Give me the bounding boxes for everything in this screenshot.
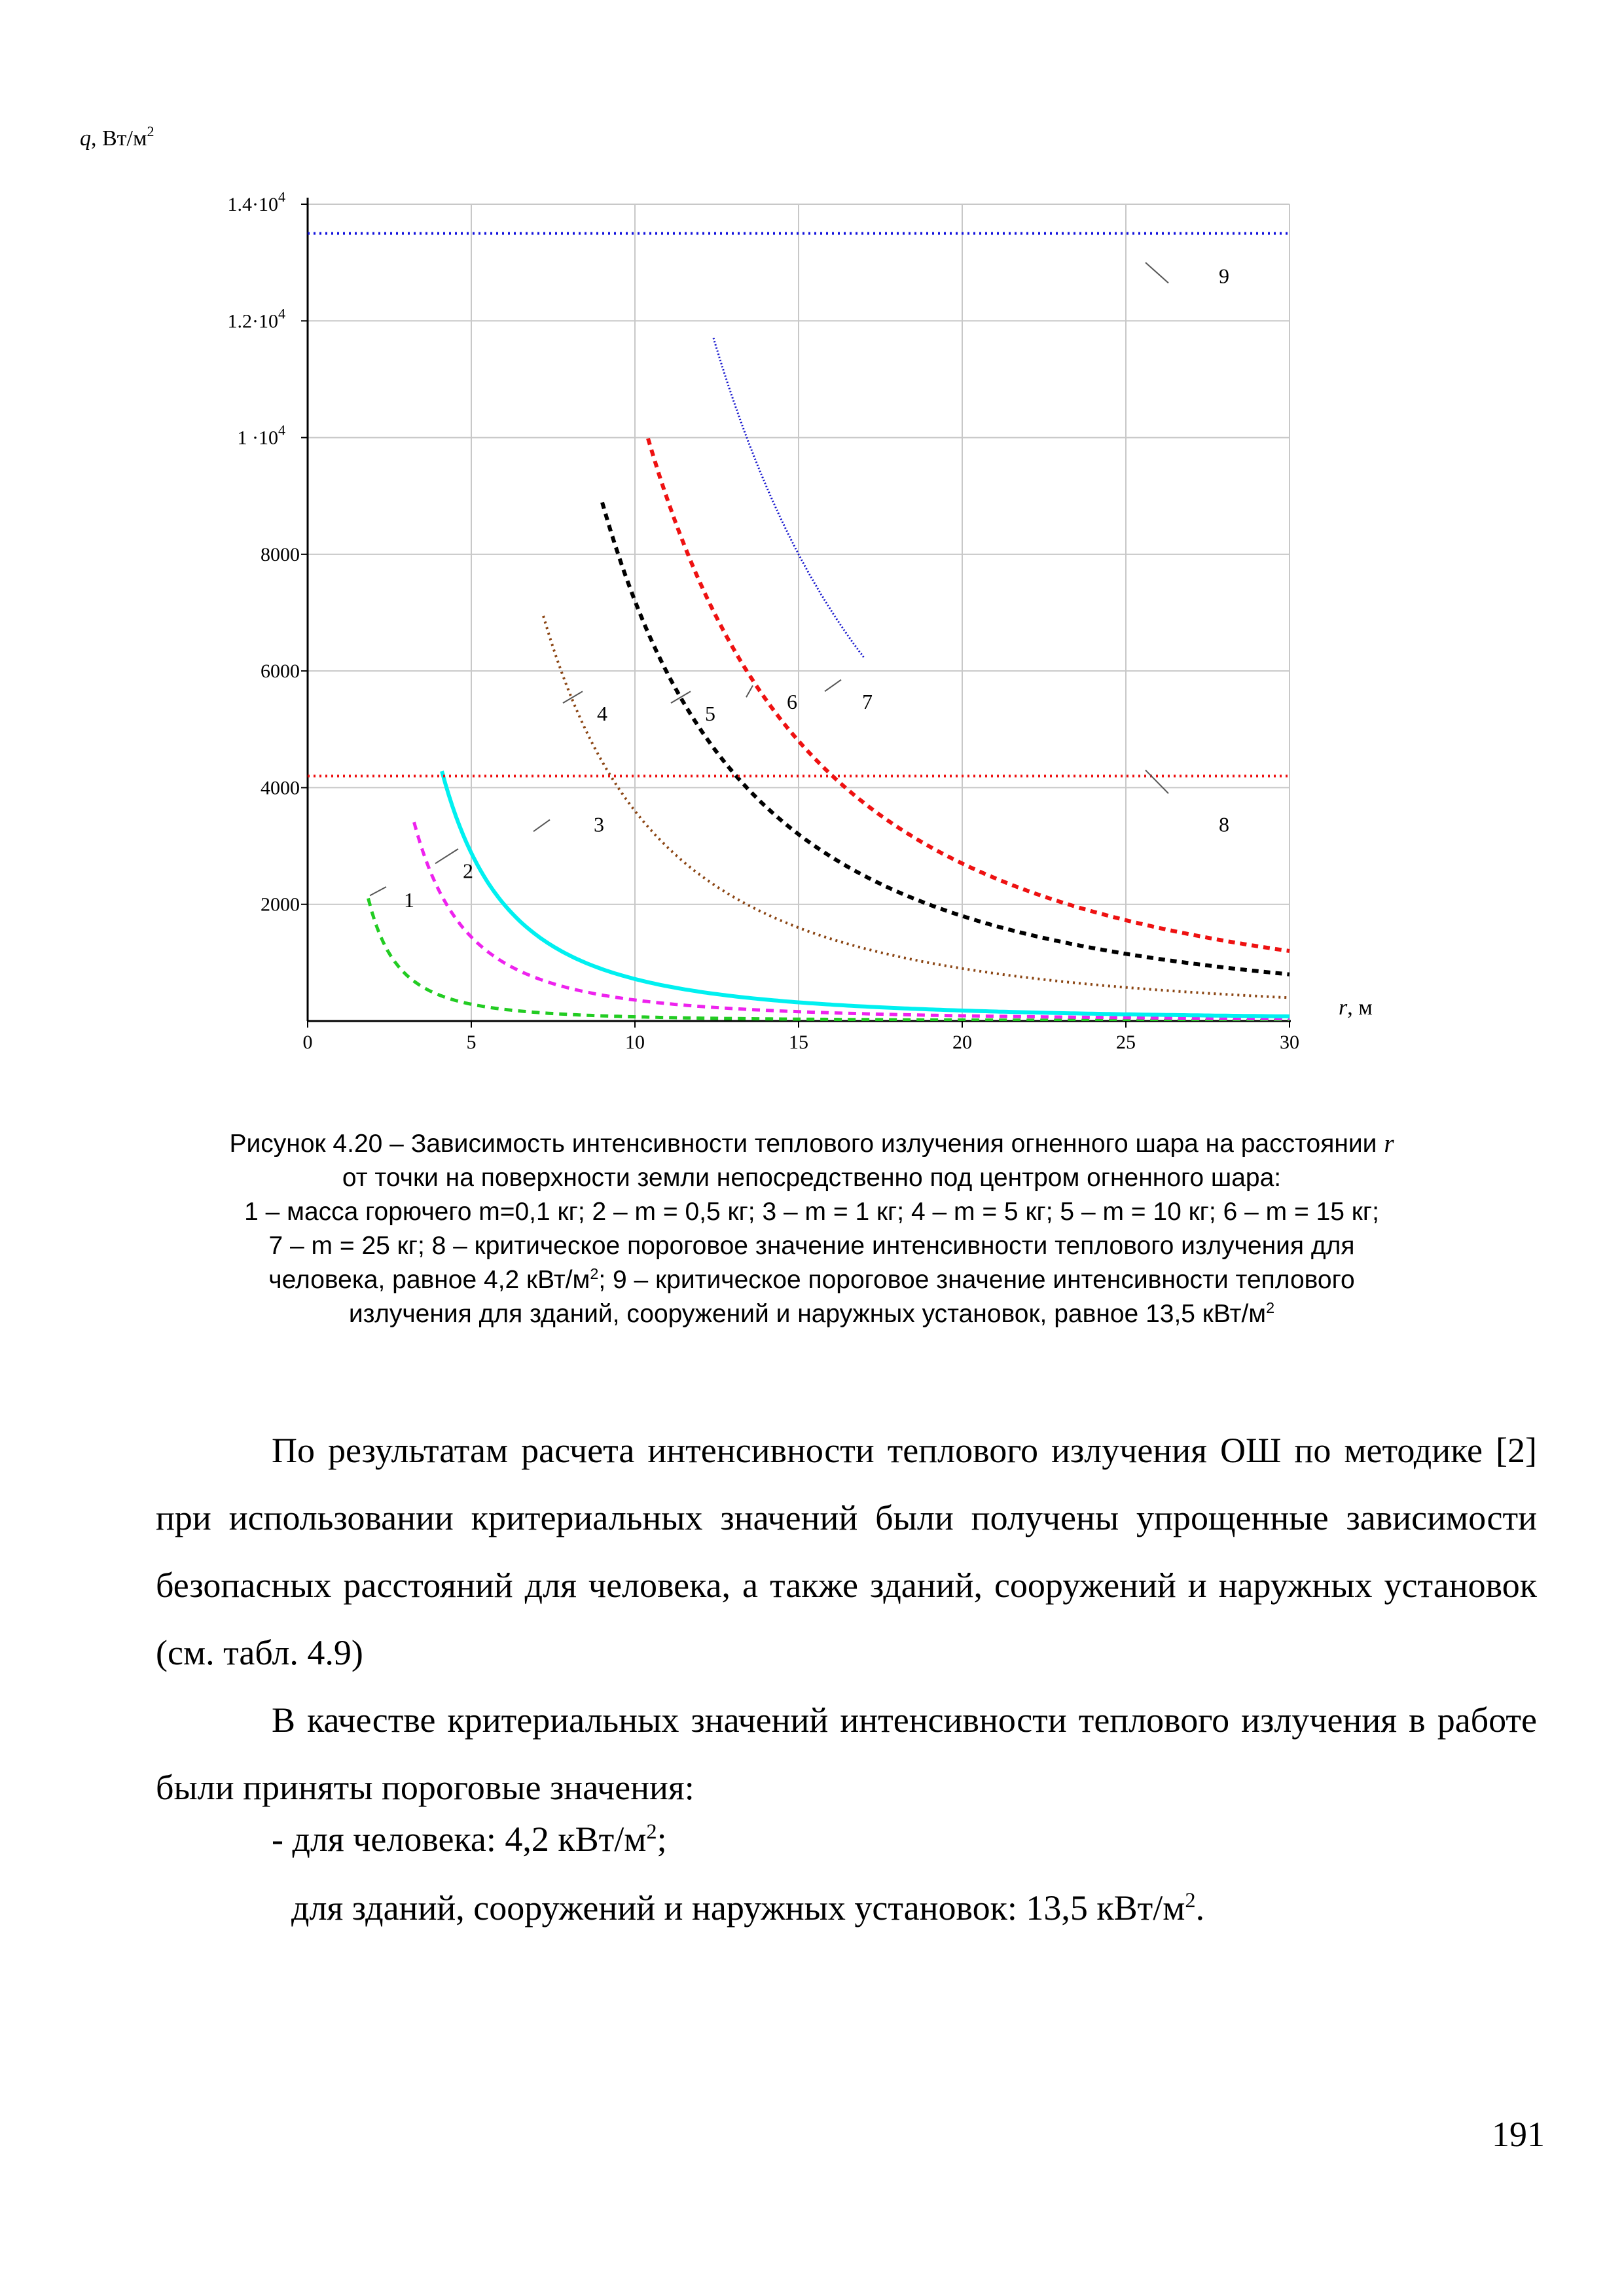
series-curve-6 [648, 439, 1290, 951]
label-leader-1 [370, 887, 386, 895]
y-axis-title-unit: , Вт/м [91, 126, 147, 151]
curve-label-2: 2 [463, 859, 473, 883]
caption-line-1: Рисунок 4.20 – Зависимость интенсивности теплового излучения огненного шара на расстоянии r [229, 1130, 1394, 1158]
body-paragraph-1: По результатам расчета интенсивности теплового излучения ОШ по методике [2] при использовании критериальных значений были получены упрощенные зависимости безопасных расстояний для человека, а также зданий, сооружений и наружных установок (см. табл. 4.9) [156, 1431, 1537, 1672]
y-tick-label-12000: $1.2\cdot 10^4$ [227, 305, 285, 332]
caption-line-6: излучения для зданий, сооружений и наружных установок, равное 13,5 кВт/$м^2$ [348, 1299, 1275, 1328]
label-leader-2 [435, 849, 458, 863]
y-tick-label-4000: 4000 [261, 777, 300, 799]
list-item-human: - для человека: 4,2 кВт/$м^2$; [272, 1820, 667, 1859]
figure-caption [157, 1127, 1466, 1331]
x-tick-label-15: 15 [789, 1031, 808, 1053]
x-axis-title-unit: , м [1347, 996, 1373, 1020]
label-leader-7 [825, 680, 841, 692]
series-curve-2 [414, 822, 1290, 1018]
series-curve-3 [442, 771, 1290, 1016]
curve-label-1: 1 [404, 888, 414, 912]
curve-label-7: 7 [862, 690, 873, 714]
series-curve-4 [543, 616, 1290, 997]
y-tick-label-14000: $1.4\cdot 10^4$ [227, 188, 285, 215]
heat-radiation-chart [0, 0, 1624, 1113]
curve-label-8: 8 [1219, 812, 1229, 836]
curve-label-9: 9 [1219, 264, 1229, 288]
label-leader-9 [1146, 262, 1168, 283]
series-curve-5 [602, 503, 1290, 975]
y-axis-title [80, 123, 154, 151]
series-curve-7 [713, 338, 864, 657]
chart-curve-labels [370, 262, 1229, 912]
label-leader-8 [1146, 770, 1168, 794]
caption-line-4: 7 – m = 25 кг; 8 – критическое пороговое значение интенсивности теплового излучения для [268, 1232, 1355, 1260]
curve-label-6: 6 [787, 690, 797, 714]
x-tick-label-0: 0 [302, 1031, 313, 1053]
y-axis-title-exponent: 2 [147, 123, 154, 139]
list-item-buildings: для зданий, сооружений и наружных установок: 13,5 кВт/$м^2$. [291, 1888, 1205, 1928]
x-tick-label-25: 25 [1116, 1031, 1136, 1053]
x-tick-label-10: 10 [625, 1031, 645, 1053]
y-tick-label-2000: 2000 [261, 893, 300, 916]
body-paragraph-2: В качестве критериальных значений интенсивности теплового излучения в работе были приняты пороговые значения: [156, 1700, 1537, 1807]
curve-label-5: 5 [705, 701, 715, 725]
caption-line-5: человека, равное 4,2 кВт/$м^2$; 9 – критическое пороговое значение интенсивности теплового [268, 1265, 1355, 1294]
chart-grid [308, 204, 1290, 1021]
y-tick-label-10000: $1 \cdot 10^4$ [237, 422, 285, 449]
x-axis-title-variable: r [1339, 996, 1348, 1020]
curve-label-4: 4 [597, 701, 607, 725]
x-tick-label-30: 30 [1280, 1031, 1299, 1053]
x-axis-title [1339, 996, 1373, 1020]
caption-line-3: 1 – масса горючего m=0,1 кг; 2 – m = 0,5 кг; 3 – m = 1 кг; 4 – m = 5 кг; 5 – m = 10 кг; 6 – m = 15 кг; [244, 1198, 1379, 1226]
label-leader-4 [563, 691, 583, 703]
y-axis-title-variable: q [80, 126, 91, 151]
curve-label-3: 3 [594, 812, 604, 836]
page-number: 191 [1492, 2115, 1545, 2154]
y-tick-label-6000: 6000 [261, 660, 300, 683]
x-tick-label-20: 20 [952, 1031, 972, 1053]
label-leader-6 [746, 685, 753, 697]
y-tick-label-8000: 8000 [261, 543, 300, 565]
x-tick-label-5: 5 [466, 1031, 477, 1053]
caption-line-2: от точки на поверхности земли непосредственно под центром огненного шара: [342, 1164, 1282, 1192]
label-leader-3 [533, 819, 550, 831]
